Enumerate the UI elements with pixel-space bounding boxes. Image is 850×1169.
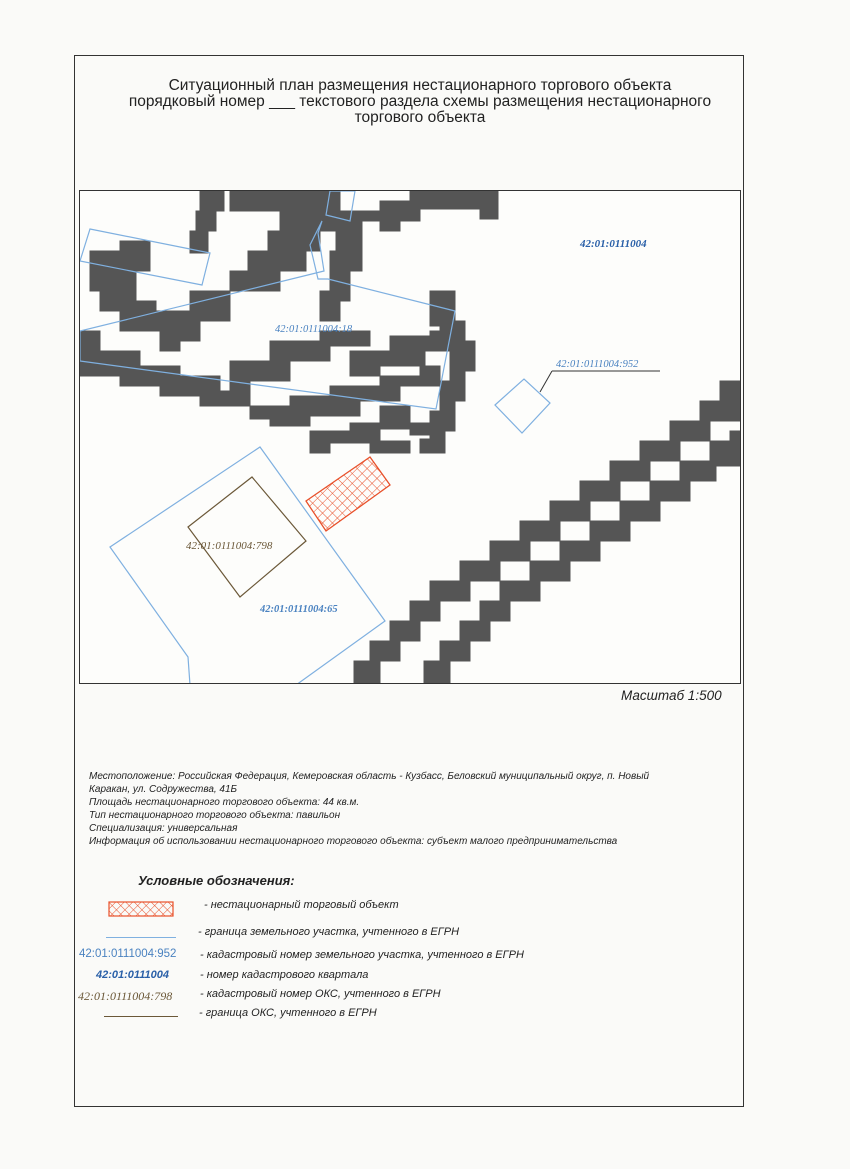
title-line-1: Ситуационный план размещения нестационарного торгового объекта <box>168 77 672 94</box>
basemap-band <box>190 191 224 253</box>
info-location-cont: Каракан, ул. Содружества, 41Б <box>89 784 238 795</box>
label-parcel-18: 42:01:0111004:18 <box>275 324 353 335</box>
info-location: Местоположение: Российская Федерация, Кемеровская область - Кузбасс, Беловский муниципальный округ, п. Новый <box>89 771 650 782</box>
legend-title: Условные обозначения: <box>138 873 295 888</box>
legend-text-trade-object: - нестационарный торговый объект <box>204 899 399 911</box>
basemap-band <box>230 191 498 291</box>
leader-line <box>540 371 552 392</box>
legend-quarter-number: 42:01:0111004 <box>96 969 169 981</box>
label-quarter: 42:01:0111004 <box>580 238 647 250</box>
legend-oks-number: 42:01:0111004:798 <box>78 989 173 1003</box>
map-drawing <box>80 191 741 684</box>
object-info <box>89 770 729 848</box>
info-specialization: Специализация: универсальная <box>89 823 238 834</box>
page-title <box>90 78 750 126</box>
info-type: Тип нестационарного торгового объекта: павильон <box>89 810 341 821</box>
label-oks-798: 42:01:0111004:798 <box>186 540 273 552</box>
basemap-band <box>230 331 370 391</box>
legend-text-parcel-number: - кадастровый номер земельного участка, учтенного в ЕГРН <box>200 949 524 961</box>
legend-text-oks-boundary: - граница ОКС, учтенного в ЕГРН <box>199 1007 377 1019</box>
legend-hatch-swatch <box>108 901 176 919</box>
title-line-2: порядковый номер ___ текстового раздела схемы размещения нестационарного <box>128 93 712 110</box>
oks-boundary-798 <box>188 477 306 597</box>
situation-map <box>79 190 741 684</box>
label-parcel-65: 42:01:0111004:65 <box>260 604 338 615</box>
basemap-band <box>320 221 362 321</box>
legend-parcel-line <box>106 937 176 938</box>
legend-text-parcel-boundary: - граница земельного участка, учтенного в ЕГРН <box>198 926 460 938</box>
legend-text-quarter: - номер кадастрового квартала <box>200 969 369 981</box>
road-strip <box>424 431 741 684</box>
title-line-3: торгового объекта <box>354 109 486 126</box>
legend-oks-line <box>104 1016 178 1017</box>
label-parcel-952: 42:01:0111004:952 <box>556 359 639 370</box>
info-usage: Информация об использовании нестационарного торгового объекта: субъект малого предпринимательства <box>89 836 618 847</box>
info-area: Площадь нестационарного торгового объекта: 44 кв.м. <box>89 797 360 808</box>
parcel-boundary-952 <box>495 379 550 433</box>
legend-parcel-number: 42:01:0111004:952 <box>79 948 177 960</box>
legend-text-oks-number: - кадастровый номер ОКС, учтенного в ЕГРН <box>200 988 441 1000</box>
basemap-features <box>80 191 741 684</box>
trade-object <box>306 457 390 531</box>
basemap-band <box>380 406 435 435</box>
map-scale: Масштаб 1:500 <box>621 688 722 703</box>
